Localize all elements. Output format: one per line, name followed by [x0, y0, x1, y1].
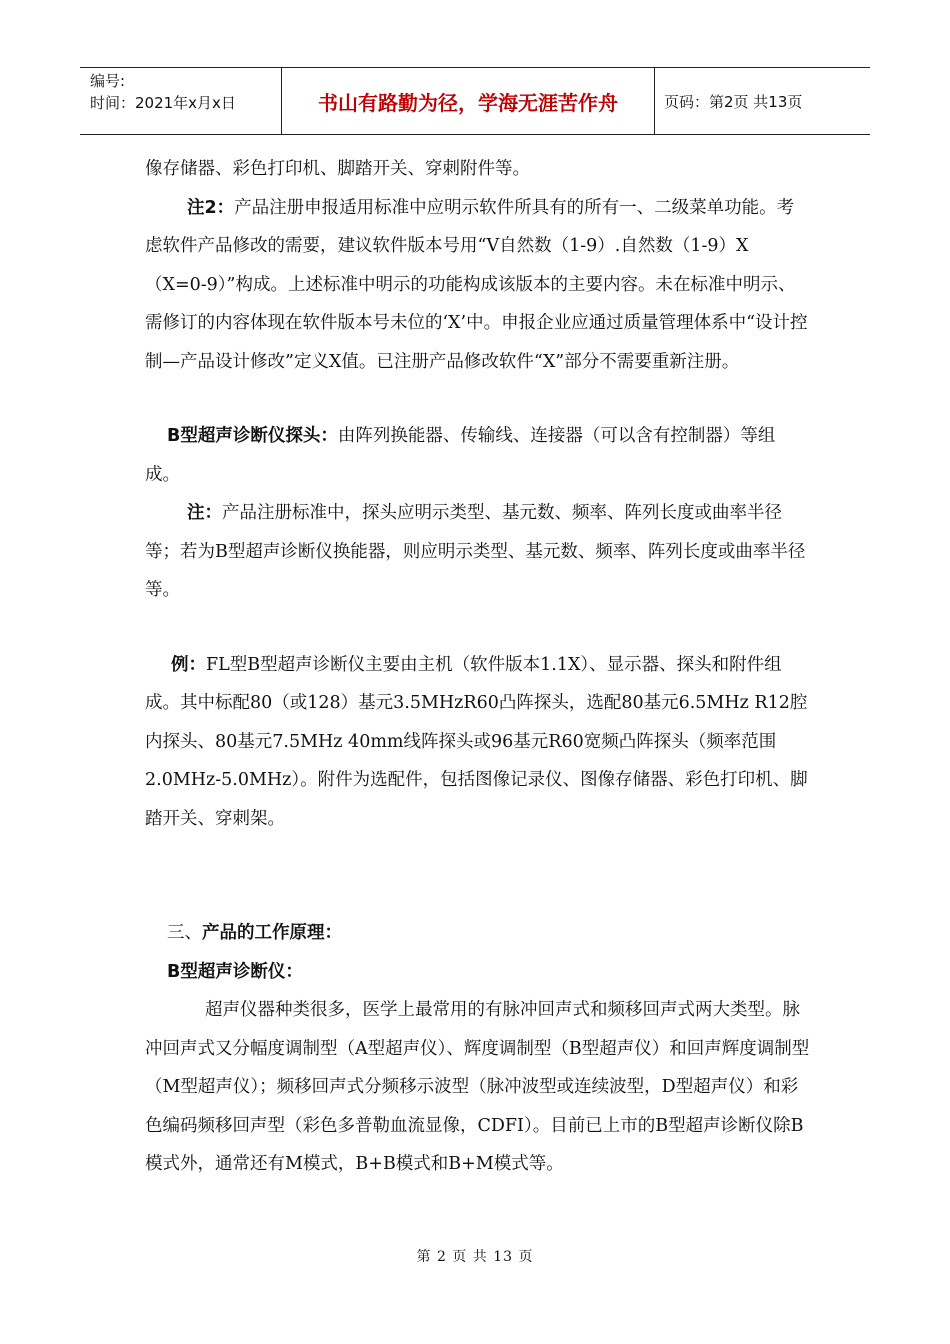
spacer	[145, 381, 810, 417]
footer-page-number: 第 2 页 共 13 页	[416, 1249, 534, 1265]
subsection-heading: B型超声诊断仪：	[167, 961, 303, 982]
example-text: FL型B型超声诊断仪主要由主机（软件版本1.1X）、显示器、探头和附件组成。其中标配80（或128）基元3.5MHzR60凸阵探头，选配80基元6.5MHz R12腔内探头、80基元7.5MHz 40mm线阵探头或96基元R60宽频凸阵探头（频率范围2.0MHz-5.0MHz）。附件为选配件，包括图像记录仪、图像存储器、彩色打印机、脚踏开关、穿刺架。	[145, 654, 808, 829]
document-body	[145, 150, 810, 1184]
note-label: 注：	[187, 503, 222, 523]
note2-text: 产品注册申报适用标准中应明示软件所具有的所有一、二级菜单功能。考虑软件产品修改的需要，建议软件版本号用“V自然数（1-9）.自然数（1-9）X（X=0-9）”构成。上述标准中明示的功能构成该版本的主要内容。未在标准中明示、需修订的内容体现在软件版本号未位的‘X’中。申报企业应通过质量管理体系中“设计控制—产品设计修改”定义X值。已注册产品修改软件“X”部分不需要重新注册。	[145, 197, 808, 372]
time-label: 时间：2021年x月x日	[90, 94, 236, 112]
page-footer	[0, 1246, 950, 1266]
example-label: 例：	[171, 654, 206, 675]
id-label: 编号:	[90, 72, 126, 90]
paragraph-note	[145, 494, 810, 610]
paragraph-note2	[145, 189, 810, 382]
spacer	[145, 838, 810, 914]
header-page-info	[655, 68, 870, 134]
paragraph-example	[145, 646, 810, 839]
probe-label: B型超声诊断仪探头：	[167, 426, 338, 446]
section-prefix: 三、	[167, 923, 202, 943]
section-heading	[145, 914, 810, 953]
spacer	[145, 610, 810, 646]
section-title: 产品的工作原理：	[202, 923, 342, 943]
motto-text: 书山有路勤为径，学海无涯苦作舟	[318, 90, 618, 115]
header-motto	[282, 68, 655, 134]
paragraph-principle: 超声仪器种类很多，医学上最常用的有脉冲回声式和频移回声式两大类型。脉冲回声式又分幅度调制型（A型超声仪）、辉度调制型（B型超声仪）和回声辉度调制型（M型超声仪）；频移回声式分频移示波型（脉冲波型或连续波型，D型超声仪）和彩色编码频移回声型（彩色多普勒血流显像，CDFI）。目前已上市的B型超声诊断仪除B模式外，通常还有M模式，B+B模式和B+M模式等。	[145, 1000, 810, 1174]
note2-label: 注2：	[187, 197, 235, 218]
probe-text: 由阵列换能器、传输线、连接器（可以含有控制器）等组成。	[145, 426, 776, 485]
header-meta	[80, 68, 282, 134]
page-header	[80, 67, 870, 135]
paragraph-accessories: 像存储器、彩色打印机、脚踏开关、穿刺附件等。	[145, 159, 530, 179]
page-info-text: 页码：第2页 共13页	[664, 92, 803, 111]
paragraph-probe	[145, 417, 810, 494]
note-text: 产品注册标准中，探头应明示类型、基元数、频率、阵列长度或曲率半径等；若为B型超声诊断仪换能器，则应明示类型、基元数、频率、阵列长度或曲率半径等。	[145, 503, 806, 600]
